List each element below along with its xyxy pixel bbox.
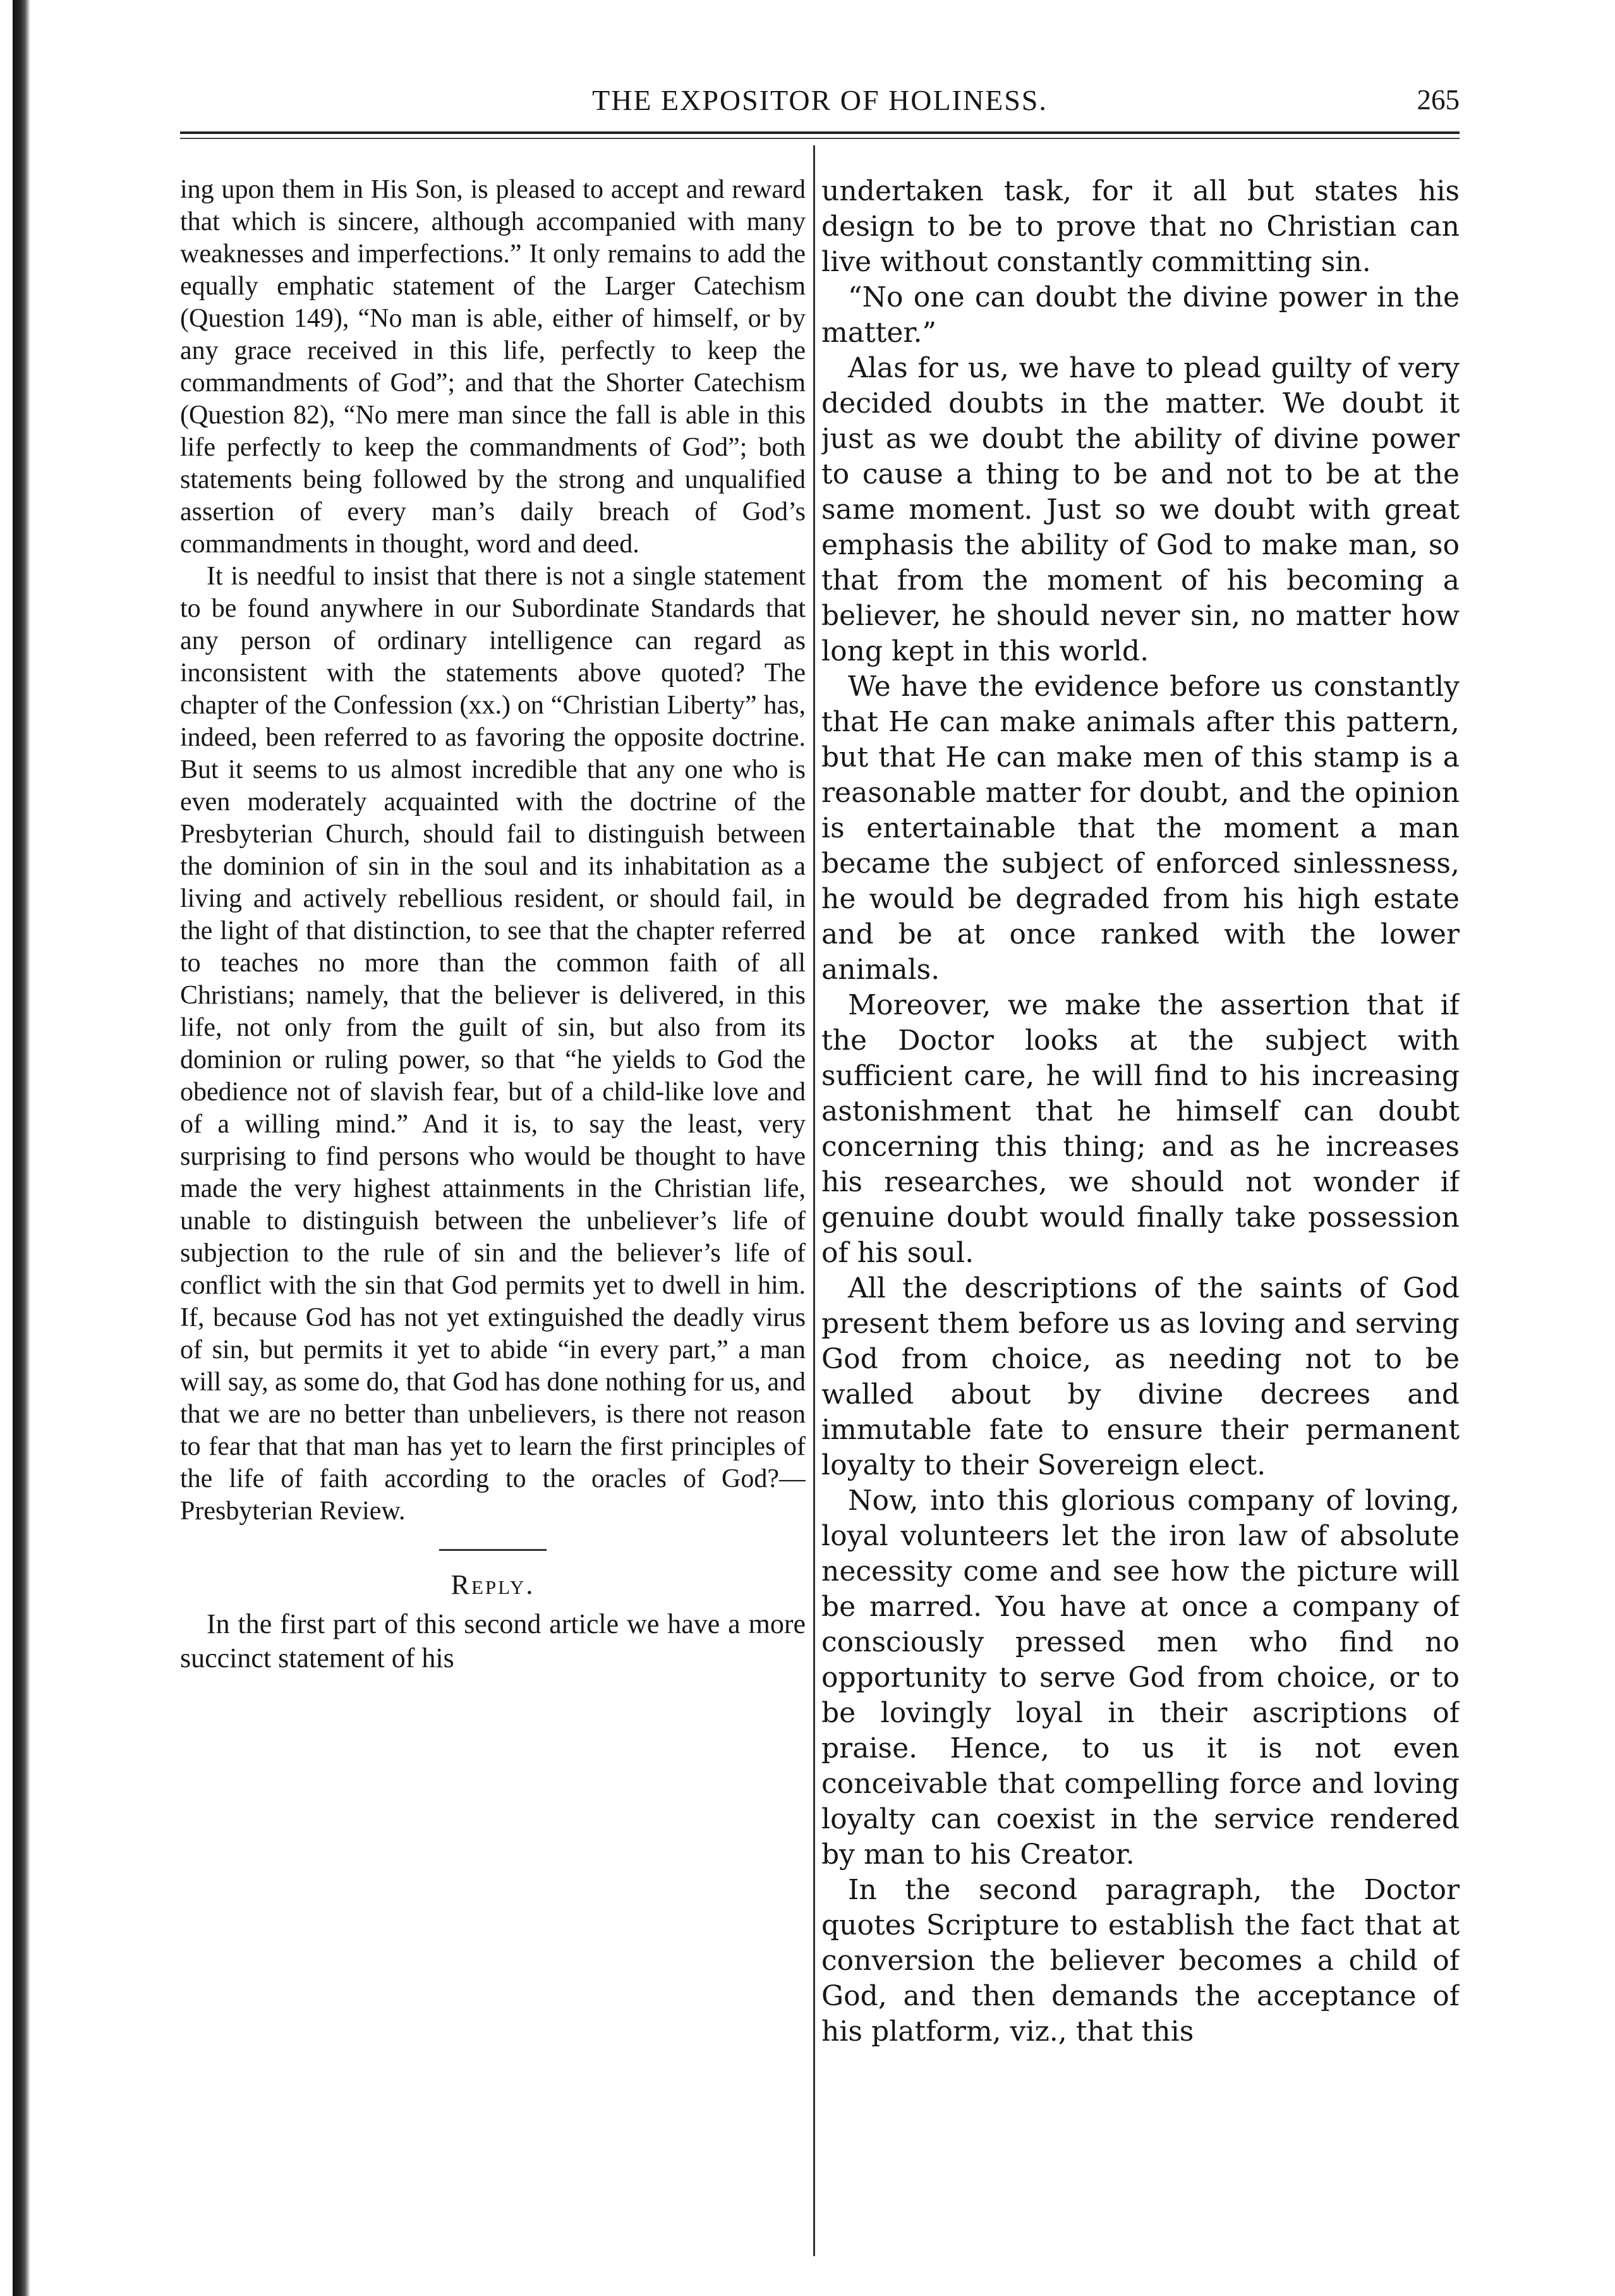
header-rule [180, 131, 1460, 134]
running-title: THE EXPOSITOR OF HOLINESS. [592, 84, 1048, 116]
reply-paragraph: In the first part of this second article we have a more succinct statement of his [180, 1608, 806, 1673]
right-paragraph-6: All the descriptions of the saints of God present them before us as loving and serving God from choice, as needing not to be walled about by divine decrees and immutable fate to ensure their permanent loyalty to their Sovereign elect. [821, 1272, 1460, 1481]
page-number: 265 [1417, 84, 1460, 116]
reply-heading: Reply. [451, 1569, 535, 1600]
right-paragraph-7: Now, into this glorious company of loving, loyal volunteers let the iron law of absolute necessity come and see how the picture will be marred. You have at once a company of consciously pressed men who find no opportunity to serve God from choice, or to be lovingly loyal in their ascriptions of praise. Hence, to us it is not even conceivable that compelling force and loving loyalty can coexist in the service rendered by man to his Creator. [821, 1485, 1460, 1871]
left-paragraph-2: It is needful to insist that there is not a single statement to be found anywhere in our Subordinate Standards that any person of ordinary intelligence can regard as inconsistent with the statements above quoted? The chapter of the Confession (xx.) on “Christian Liberty” has, indeed, been referred to as favoring the opposite doctrine. But it seems to us almost incredible that any one who is even moderately acquainted with the doctrine of the Presbyterian Church, should fail to distinguish between the dominion of sin in the soul and its inhabitation as a living and actively rebellious resident, or should fail, in the light of that distinction, to see that the chapter referred to teaches no more than the common faith of all Christians; namely, that the believer is delivered, in this life, not only from the guilt of sin, but also from its dominion or ruling power, so that “he yields to God the obedience not of slavish fear, but of a child-like love and of a willing mind.” And it is, to say the least, very surprising to find persons who would be thought to have made the very highest attainments in the Christian life, unable to distinguish between the unbeliever’s life of subjection to the rule of sin and the believer’s life of conflict with the sin that God permits yet to dwell in him. If, because God has not yet extinguished the deadly virus of sin, but permits it yet to abide “in every part,” a man will say, as some do, that God has done nothing for us, and that we are no better than unbelievers, is there not reason to fear that that man has yet to learn the first principles of the life of faith according to the oracles of God?—Presbyterian Review. [180, 562, 806, 1526]
left-column [180, 174, 806, 2247]
page-binding-edge [13, 0, 30, 2296]
right-paragraph-5: Moreover, we make the assertion that if the Doctor looks at the subject with sufficient care, he will find to his increasing astonishment that he himself can doubt concerning this thing; and as he increases his researches, we should not wonder if genuine doubt would finally take possession of his soul. [821, 989, 1460, 1269]
right-paragraph-2: “No one can doubt the divine power in the matter.” [821, 281, 1460, 349]
right-paragraph-1: undertaken task, for it all but states his design to be to prove that no Christian can live without constantly committing sin. [821, 175, 1460, 278]
column-divider [813, 145, 815, 2256]
right-paragraph-4: We have the evidence before us constantly that He can make animals after this pattern, but that He can make men of this stamp is a reasonable matter for doubt, and the opinion is entertainable that the moment a man became the subject of enforced sinlessness, he would be degraded from his high estate and be at once ranked with the lower animals. [821, 671, 1460, 986]
section-divider [439, 1549, 547, 1551]
right-column [821, 174, 1460, 2247]
left-paragraph-1: ing upon them in His Son, is pleased to accept and reward that which is sincere, although accompanied with many weaknesses and imperfections.” It only remains to add the equally emphatic statement of the Larger Catechism (Question 149), “No man is able, either of himself, or by any grace received in this life, perfectly to keep the commandments of God”; and that the Shorter Catechism (Question 82), “No mere man since the fall is able in this life perfectly to keep the commandments of God”; both statements being followed by the strong and unqualified assertion of every man’s daily breach of God’s commandments in thought, word and deed. [180, 175, 806, 559]
page-header [180, 83, 1460, 128]
right-paragraph-8: In the second paragraph, the Doctor quotes Scripture to establish the fact that at conversion the believer becomes a child of God, and then demands the acceptance of his platform, viz., that this [821, 1874, 1460, 2048]
header-rule-thin [180, 138, 1460, 139]
right-paragraph-3: Alas for us, we have to plead guilty of very decided doubts in the matter. We doubt it just as we doubt the ability of divine power to cause a thing to be and not to be at the same moment. Just so we doubt with great emphasis the ability of God to make man, so that from the moment of his becoming a believer, he should never sin, no matter how long kept in this world. [821, 352, 1460, 667]
